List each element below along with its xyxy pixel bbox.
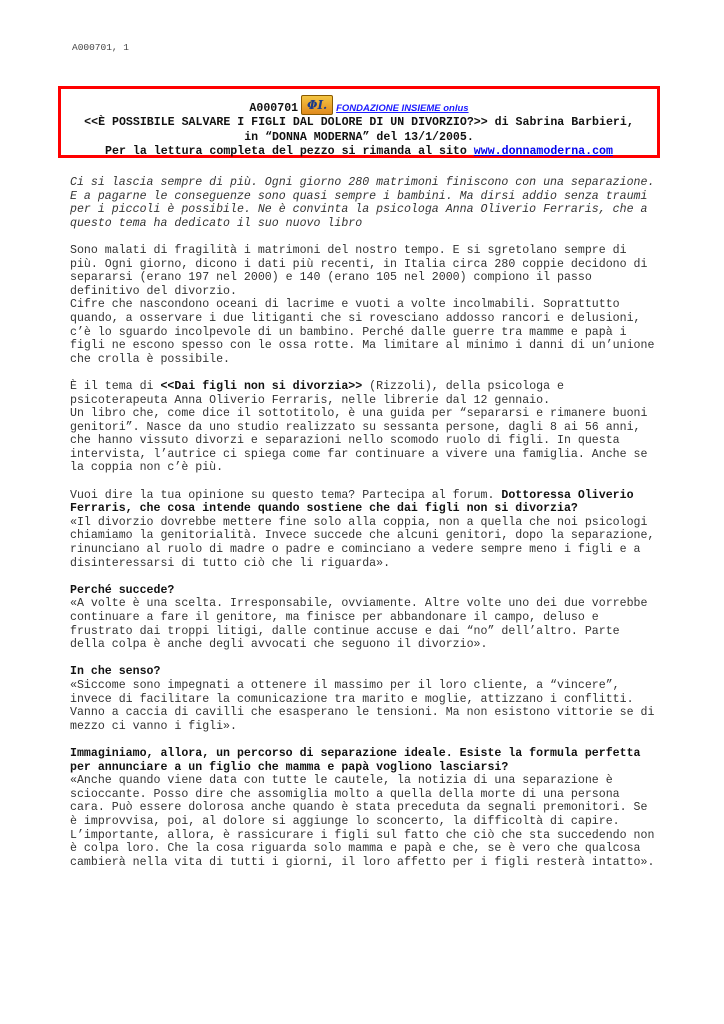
paragraph [70, 489, 660, 571]
article-title: <<È POSSIBILE SALVARE I FIGLI DAL DOLORE DI UN DIVORZIO?>> di Sabrina Barbieri, [84, 116, 634, 129]
question-1: Dottoressa Oliverio Ferraris, che cosa intende quando sostiene che dai figli non si divorzia? [70, 488, 634, 516]
page-id: A000701, 1 [72, 42, 130, 53]
paragraph [70, 244, 660, 366]
foundation-logo-icon: ΦI. [301, 95, 333, 115]
publication-line: in “DONNA MODERNA” del 13/1/2005. [244, 130, 474, 144]
question-3: In che senso? [70, 665, 161, 679]
paragraph [70, 584, 660, 652]
paragraph-3b: (Rizzoli), della psicologa e psicoterapeuta Anna Oliverio Ferraris, nelle librerie dal 12 gennaio. [70, 379, 564, 407]
intro-paragraph: Ci si lascia sempre di più. Ogni giorno 280 matrimoni finiscono con una separazione. E a pagarne le conseguenze sono quasi sempre i bambini. Ma dirsi addio senza traumi per i piccoli è possibile. Ne è convinta la psicologa Anna Oliverio Ferraris, che a questo tema ha dedicato il suo nuovo libro [70, 176, 655, 230]
doc-code: A000701 [249, 101, 299, 115]
paragraph-2: Cifre che nascondono oceani di lacrime e vuoti a volte incolmabili. Soprattutto quando, a osservare i due litiganti che si rovesciano addosso rancori e delusioni, c’è lo sguardo incolpevole di un bambino. Perché dalle guerre tra mamme e papà i figli ne escono spesso con le ossa rotte. Ma limitare al minimo i danni di un’unione che crolla è possibile. [70, 298, 655, 366]
answer-2: «A volte è una scelta. Irresponsabile, ovviamente. Altre volte uno dei due vorrebbe continuare a fare il genitore, ma finisce per abbandonare il campo, deluso e frustrato dai troppi litigi, dalle continue accuse e dai “no” dell’altro. Parte della colpa è anche degli avvocati che seguono il divorzio». [70, 597, 648, 652]
answer-3: «Siccome sono impegnati a ottenere il massimo per il loro cliente, a “vincere”, invece di facilitare la comunicazione tra marito e moglie, attizzano i conflitti. Vanno a caccia di cavilli che esasperano le tensioni. Ma non esistono vittorie se di mezzo ci vanno i figli». [70, 678, 655, 733]
paragraph [70, 665, 660, 733]
paragraph-3a: È il tema di [70, 379, 161, 393]
read-more-line [61, 145, 657, 160]
paragraph-4: Un libro che, come dice il sottotitolo, è una guida per “separarsi e rimanere buoni genitori”. Nasce da uno studio realizzato su sessanta persone, dagli 8 ai 56 anni, che hanno vissuto divorzi e separazioni nello scomodo ruolo di figli. In questa intervista, l’autrice ci spiega come far continuare a vivere una famiglia. Anche se la coppia non c’è più. [70, 407, 648, 475]
paragraph [70, 380, 660, 475]
paragraph [70, 747, 660, 869]
read-more-text: Per la lettura completa del pezzo si rimanda al sito [105, 145, 474, 158]
paragraph-1: Sono malati di fragilità i matrimoni del nostro tempo. E si sgretolano sempre di più. Ogni giorno, dicono i dati più recenti, in Italia circa 280 coppie decidono di separarsi (erano 197 nel 2000) e 140 (erano 105 nel 2000) compiono il passo definitivo del divorzio. [70, 243, 648, 298]
answer-4: «Anche quando viene data con tutte le cautele, la notizia di una separazione è scioccante. Posso dire che assomiglia molto a quella della morte di una persona cara. Può essere dolorosa anche quando è stata preceduta da segnali premonitori. Se è improvvisa, poi, al dolore si aggiunge lo sconcerto, la difficoltà di capire. L’importante, allora, è rassicurare i figli sul fatto che ciò che sta succedendo non è colpa loro. Che la cosa riguarda solo mamma e papà e che, se è vero che qualcosa cambierà nella vita di tutti i giorni, il loro affetto per i figli resterà intatto». [70, 774, 655, 869]
header-code-line [61, 95, 657, 116]
book-title: <<Dai figli non si divorzia>> [160, 379, 363, 393]
forum-invite: Vuoi dire la tua opinione su questo tema? Partecipa al forum. [70, 488, 502, 502]
question-2: Perché succede? [70, 583, 175, 597]
article-body [70, 176, 660, 883]
site-link[interactable]: www.donnamoderna.com [473, 145, 613, 158]
answer-1: «Il divorzio dovrebbe mettere fine solo alla coppia, non a quella che noi psicologi chiamiamo la genitorialità. Invece succede che alcuni genitori, dopo la separazione, rinunciano al ruolo di madre o padre e cominciano a vedere sempre meno i figli e a disinteressarsi di tutto ciò che li riguarda». [70, 515, 655, 570]
foundation-name: FONDAZIONE INSIEME onlus [336, 102, 469, 114]
question-4: Immaginiamo, allora, un percorso di separazione ideale. Esiste la formula perfetta per annunciare a un figlio che mamma e papà vogliono lasciarsi? [70, 746, 641, 774]
header-box [58, 86, 660, 158]
